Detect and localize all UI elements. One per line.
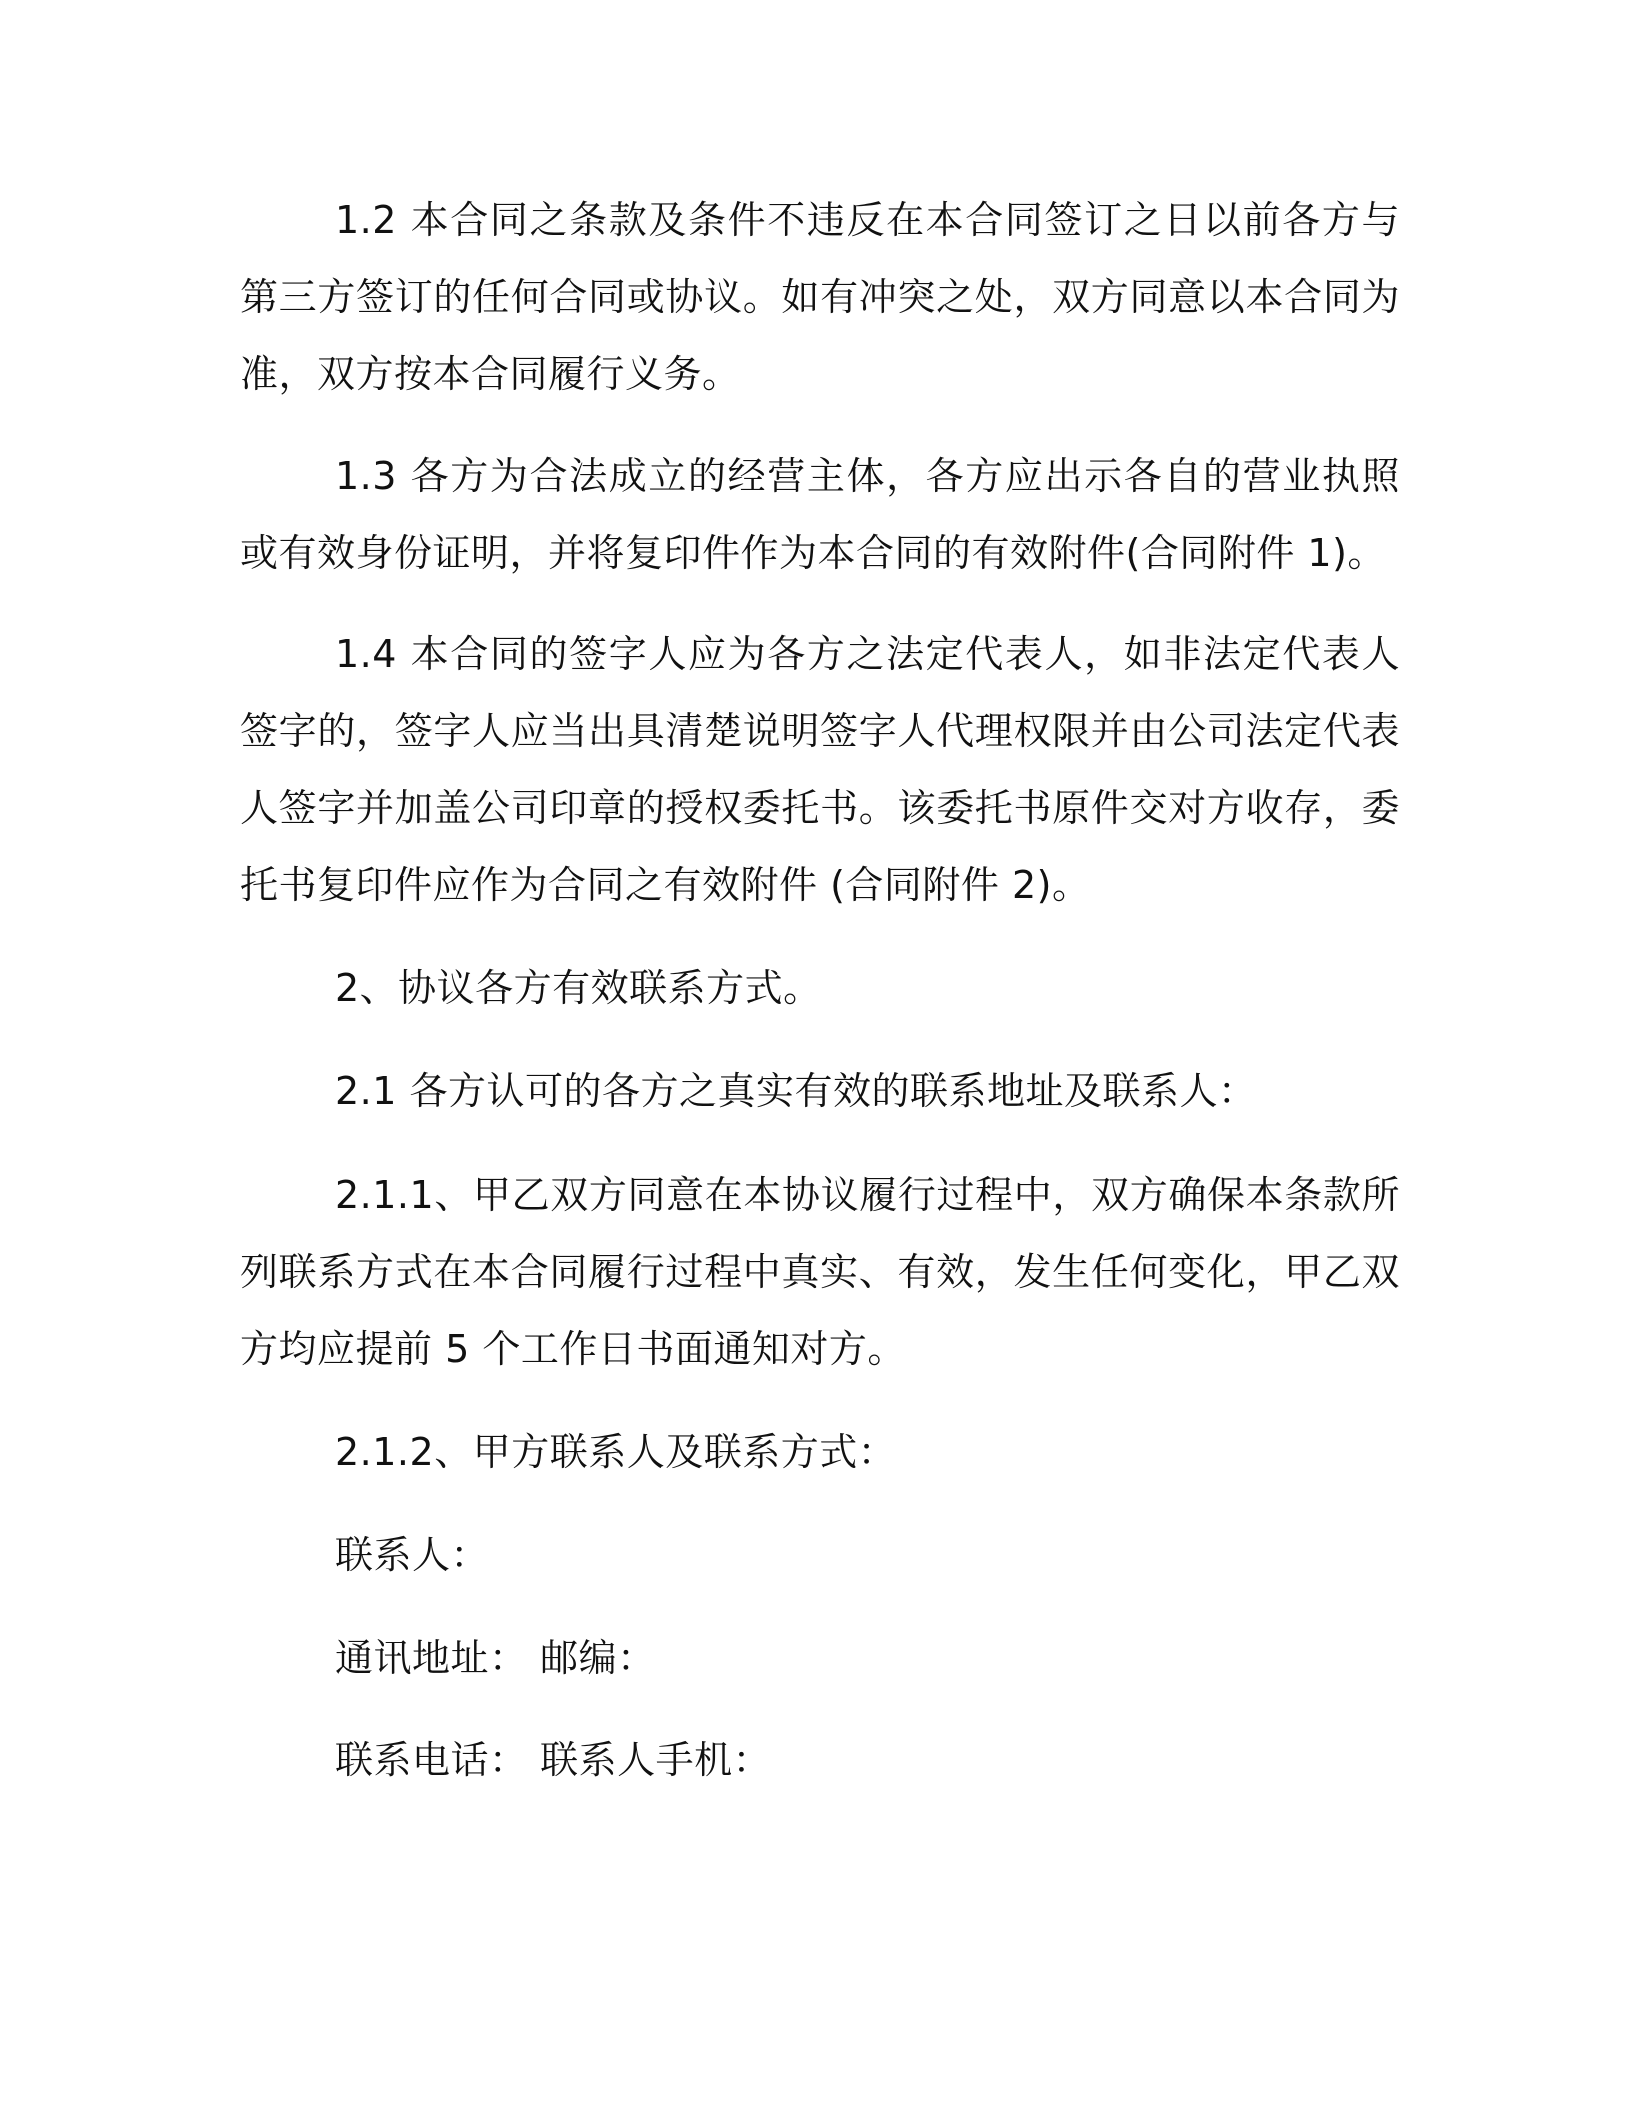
field-contact-person: 联系人： <box>335 1533 490 1577</box>
paragraph-2-1-2: 2.1.2、甲方联系人及联系方式： <box>335 1430 897 1474</box>
field-phone-mobile: 联系电话： 联系人手机： <box>335 1738 772 1782</box>
paragraph-2: 2、协议各方有效联系方式。 <box>335 966 822 1010</box>
paragraph-2-1-1: 2.1.1、甲乙双方同意在本协议履行过程中，双方确保本条款所列联系方式在本合同履行过程中真实、有效，发生任何变化，甲乙双方均应提前 5 个工作日书面通知对方。 <box>240 1173 1400 1371</box>
paragraph-1-4: 1.4 本合同的签字人应为各方之法定代表人，如非法定代表人签字的，签字人应当出具清楚说明签字人代理权限并由公司法定代表人签字并加盖公司印章的授权委托书。该委托书原件交对方收存，委托书复印件应作为合同之有效附件 (合同附件 2)。 <box>240 632 1400 907</box>
field-address-postcode: 通讯地址： 邮编： <box>335 1636 656 1680</box>
paragraph-1-3: 1.3 各方为合法成立的经营主体，各方应出示各自的营业执照或有效身份证明，并将复印件作为本合同的有效附件(合同附件 1)。 <box>240 454 1400 575</box>
paragraph-1-2: 1.2 本合同之条款及条件不违反在本合同签订之日以前各方与第三方签订的任何合同或协议。如有冲突之处，双方同意以本合同为准，双方按本合同履行义务。 <box>240 198 1400 396</box>
paragraph-2-1: 2.1 各方认可的各方之真实有效的联系地址及联系人： <box>335 1069 1257 1113</box>
